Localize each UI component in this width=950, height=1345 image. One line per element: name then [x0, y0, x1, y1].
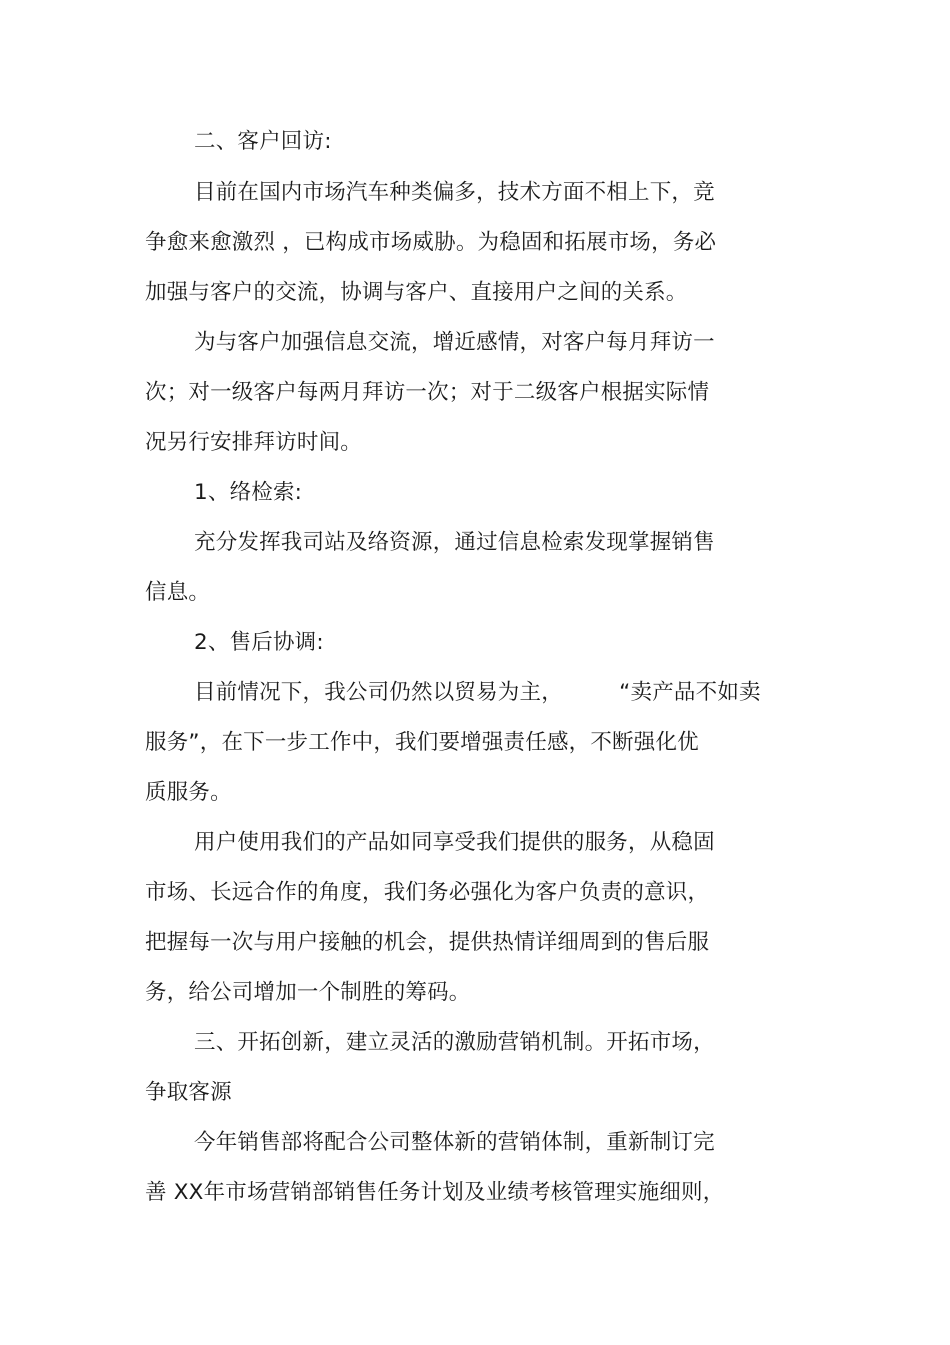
paragraph-line: 充分发挥我司站及络资源，通过信息检索发现掌握销售 — [194, 530, 715, 555]
paragraph-line: 争取客源 — [145, 1080, 232, 1105]
paragraph-line: 况另行安排拜访时间。 — [145, 430, 363, 455]
subheading-network-search: 1、络检索: — [194, 480, 303, 505]
paragraph-line: 今年销售部将配合公司整体新的营销体制，重新制订完 — [194, 1130, 715, 1155]
paragraph-line: 质服务。 — [145, 780, 232, 805]
section-heading-customer-visit: 二、客户回访: — [194, 129, 332, 154]
paragraph-line: 善 XX年市场营销部销售任务计划及业绩考核管理实施细则， — [145, 1180, 725, 1205]
paragraph-line: 服务”，在下一步工作中，我们要增强责任感，不断强化优 — [145, 730, 699, 755]
paragraph-line: 目前情况下，我公司仍然以贸易为主， “卖产品不如卖 — [194, 680, 761, 705]
paragraph-line: 次；对一级客户每两月拜访一次；对于二级客户根据实际情 — [145, 380, 710, 405]
paragraph-line: 用户使用我们的产品如同享受我们提供的服务，从稳固 — [194, 830, 715, 855]
paragraph-line: 务，给公司增加一个制胜的筹码。 — [145, 980, 471, 1005]
paragraph-line: 争愈来愈激烈 ，已构成市场威胁。为稳固和拓展市场，务必 — [145, 230, 717, 255]
paragraph-line: 把握每一次与用户接触的机会，提供热情详细周到的售后服 — [145, 930, 710, 955]
section-heading-innovation: 三、开拓创新，建立灵活的激励营销机制。开拓市场， — [194, 1030, 715, 1055]
paragraph-line: 目前在国内市场汽车种类偏多，技术方面不相上下，竞 — [194, 180, 715, 205]
paragraph-line: 为与客户加强信息交流，增近感情，对客户每月拜访一 — [194, 330, 715, 355]
paragraph-line: 加强与客户的交流，协调与客户、直接用户之间的关系。 — [145, 280, 688, 305]
paragraph-line: 信息。 — [145, 580, 211, 605]
paragraph-line: 市场、长远合作的角度，我们务必强化为客户负责的意识， — [145, 880, 710, 905]
subheading-after-sales: 2、售后协调: — [194, 630, 324, 655]
